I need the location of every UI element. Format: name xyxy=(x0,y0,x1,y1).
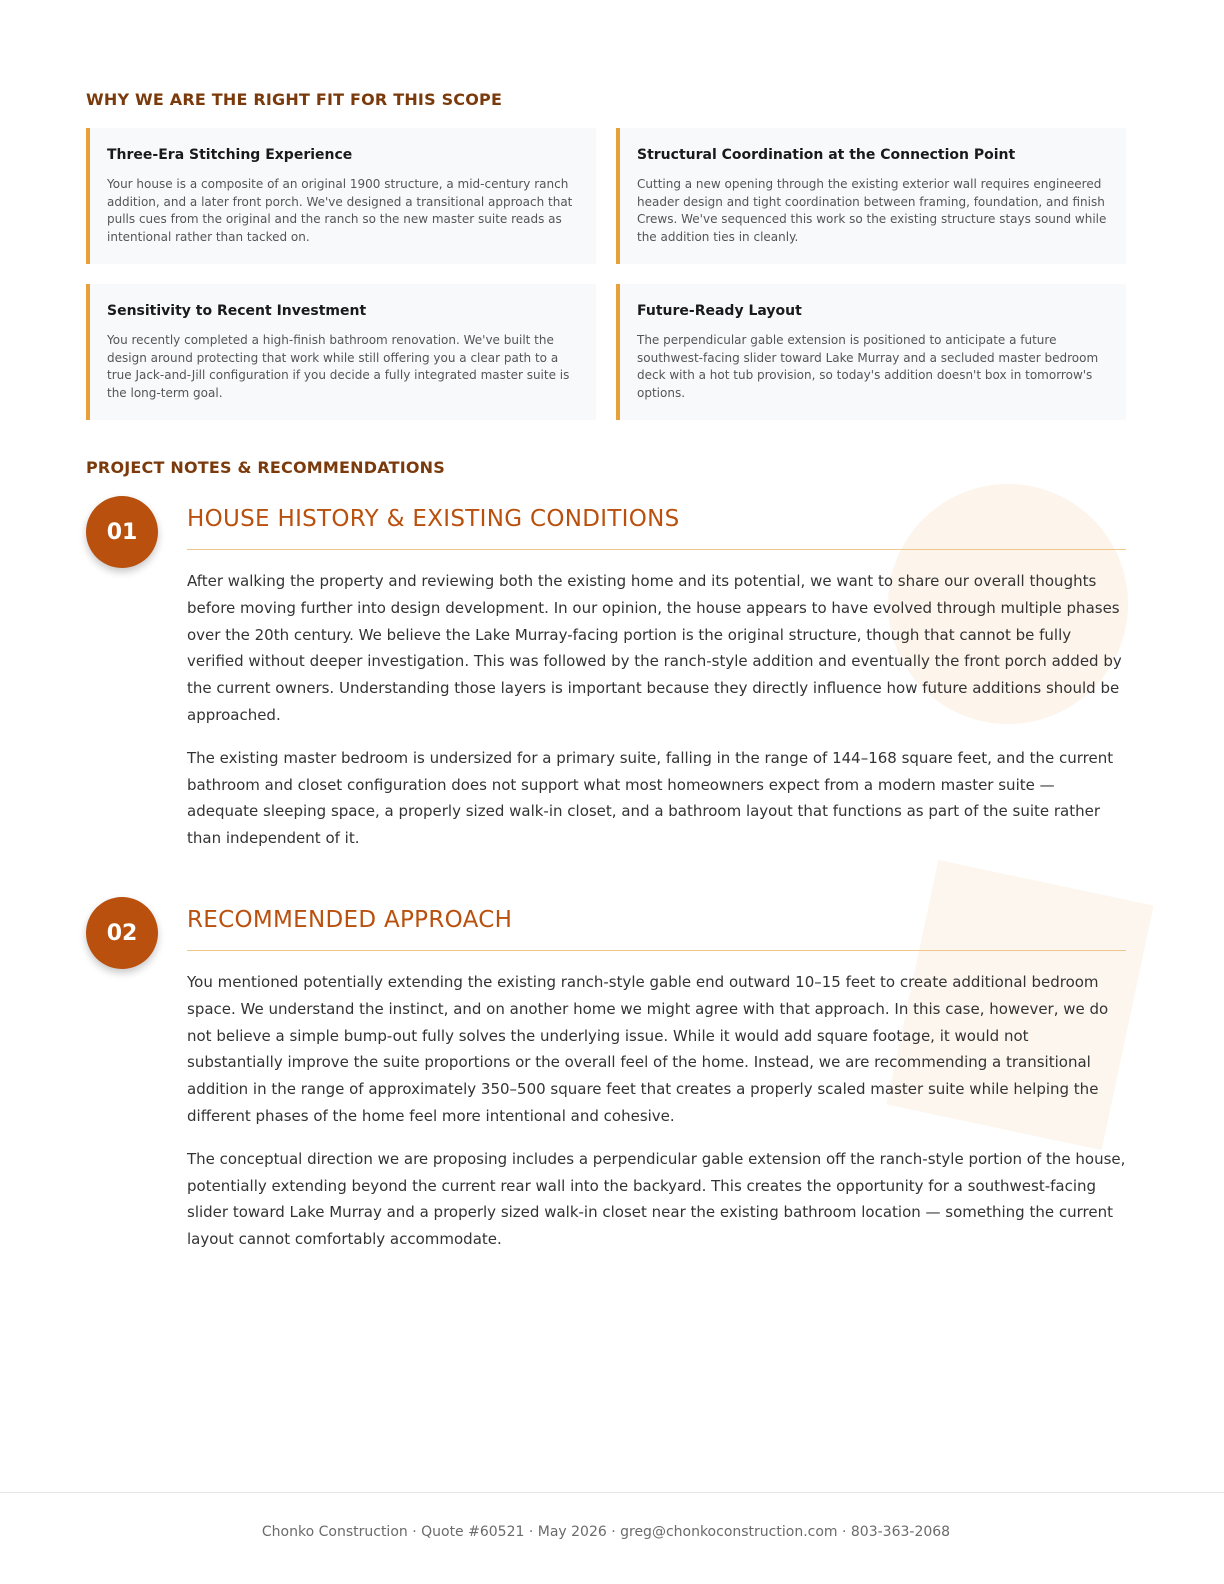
note-body xyxy=(187,969,1127,1269)
note-title: HOUSE HISTORY & EXISTING CONDITIONS xyxy=(187,506,680,532)
fit-card-body: Cutting a new opening through the existing exterior wall requires engineered header design and tight coordination between framing, foundation, and finish Crews. We've sequenced this work so the existing structure stays sound while the addition ties in cleanly. xyxy=(637,177,1107,244)
fit-card xyxy=(86,284,596,420)
page-footer: Chonko Construction · Quote #60521 · May 2026 · greg@chonkoconstruction.com · 803-363-2068 xyxy=(261,1524,951,1540)
note-number-badge: 02 xyxy=(86,897,158,969)
note-body xyxy=(187,568,1127,868)
fit-card-body: Your house is a composite of an original 1900 structure, a mid-century ranch addition, and a later front porch. We've designed a transitional approach that pulls cues from the original and the ranch so the new master suite reads as intentional rather than tacked on. xyxy=(107,177,573,244)
note-paragraph: After walking the property and reviewing both the existing home and its potential, we want to share our overall thoughts before moving further into design development. In our opinion, the house appears to have evolved through multiple phases over the 20th century. We believe the Lake Murray-facing portion is the original structure, though that cannot be fully verified without deeper investigation. This was followed by the ranch-style addition and eventually the front porch added by the current owners. Understanding those layers is important because they directly influence how future additions should be approached. xyxy=(187,572,1122,724)
fit-cards-grid xyxy=(86,128,1126,420)
note-paragraph: The existing master bedroom is undersized for a primary suite, falling in the range of 144–168 square feet, and the current bathroom and closet configuration does not support what most homeowners expect from a modern master suite — adequate sleeping space, a properly sized walk-in closet, and a bathroom layout that functions as part of the suite rather than independent of it. xyxy=(187,748,1114,848)
note-number-badge: 01 xyxy=(86,496,158,568)
fit-card-title: Three-Era Stitching Experience xyxy=(107,147,353,163)
note-paragraph: You mentioned potentially extending the existing ranch-style gable end outward 10–15 feet to create additional bedroom space. We understand the instinct, and on another home we might agree with that approach. In this case, however, we do not believe a simple bump-out fully solves the underlying issue. While it would add square footage, it would not substantially improve the suite proportions or the overall feel of the home. Instead, we are recommending a transitional addition in the range of approximately 350–500 square feet that creates a properly scaled master suite while helping the different phases of the home feel more intentional and cohesive. xyxy=(187,973,1109,1125)
fit-card-title: Future-Ready Layout xyxy=(637,303,802,319)
footer-divider xyxy=(0,1492,1224,1493)
note-title: RECOMMENDED APPROACH xyxy=(187,907,513,933)
notes-section-heading: PROJECT NOTES & RECOMMENDATIONS xyxy=(86,458,445,477)
note-divider xyxy=(187,950,1126,951)
fit-card-body: You recently completed a high-finish bathroom renovation. We've built the design around protecting that work while still offering you a clear path to a true Jack-and-Jill configuration if you decide a fully integrated master suite is the long-term goal. xyxy=(107,333,570,400)
note-paragraph: The conceptual direction we are proposing includes a perpendicular gable extension off the ranch-style portion of the house, potentially extending beyond the current rear wall into the backyard. This creates the opportunity for a southwest-facing slider toward Lake Murray and a properly sized walk-in closet near the existing bathroom location — something the current layout cannot comfortably accommodate. xyxy=(187,1149,1126,1249)
fit-card xyxy=(616,284,1126,420)
fit-card-title: Sensitivity to Recent Investment xyxy=(107,303,367,319)
fit-section-heading: WHY WE ARE THE RIGHT FIT FOR THIS SCOPE xyxy=(86,90,503,109)
fit-card-title: Structural Coordination at the Connection Point xyxy=(637,147,1016,163)
fit-card xyxy=(86,128,596,264)
note-divider xyxy=(187,549,1126,550)
fit-card-body: The perpendicular gable extension is positioned to anticipate a future southwest-facing slider toward Lake Murray and a secluded master bedroom deck with a hot tub provision, so today's addition doesn't box in tomorrow's options. xyxy=(637,333,1099,400)
fit-card xyxy=(616,128,1126,264)
